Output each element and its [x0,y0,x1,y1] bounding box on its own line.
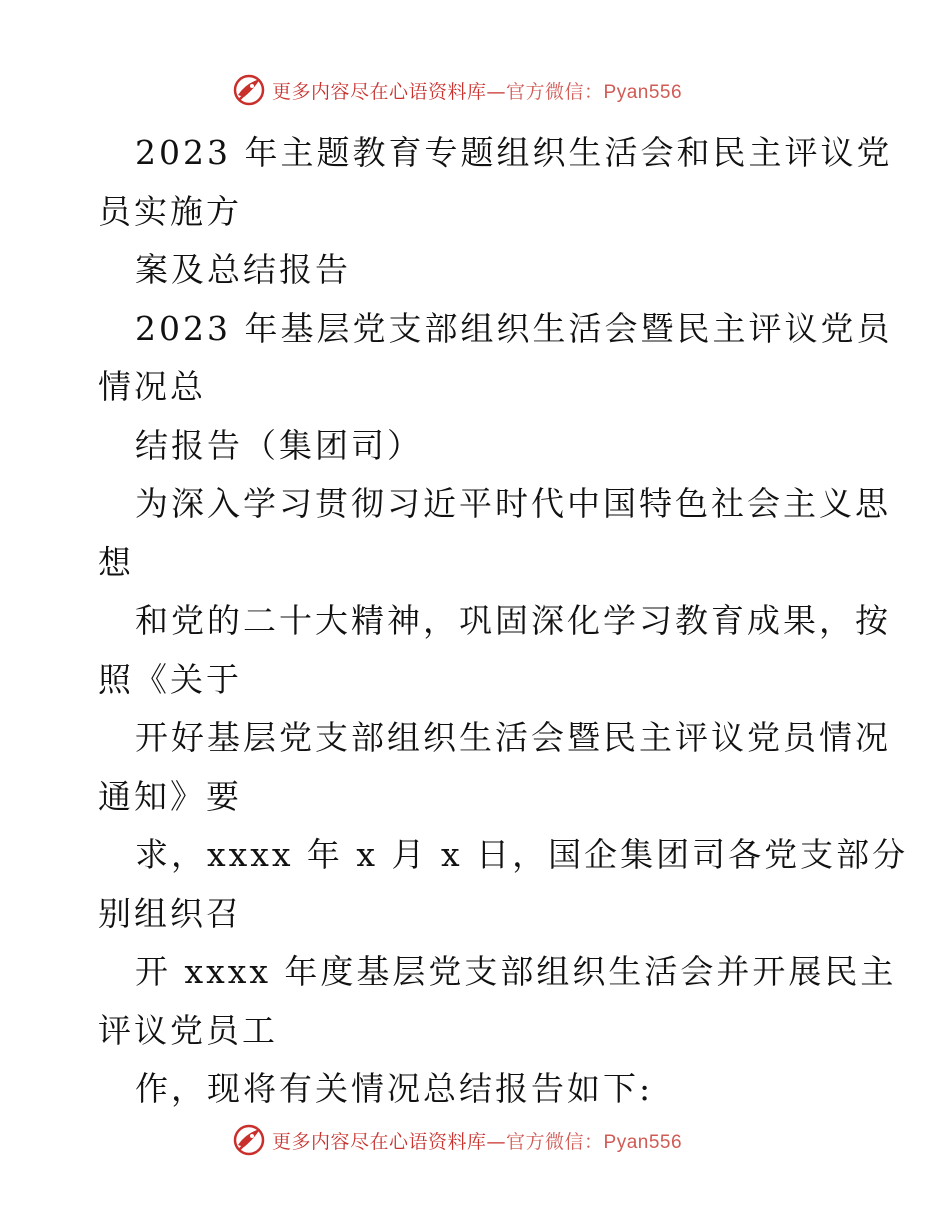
title-line-2: 员实施方 [98,191,242,231]
banner-title: 更多内容尽在心语资料库 [272,80,487,103]
banner-contact: 官方微信：Pyan556 [506,1131,683,1153]
paragraph-line: 通知》要 [98,776,242,816]
banner-dash: — [486,80,507,103]
document-body [98,124,909,1119]
banner-text [272,77,682,104]
pen-logo-icon [232,1123,266,1157]
title-line-1: 2023 年主题教育专题组织生活会和民主评议党 [135,133,893,172]
paragraph-line: 开好基层党支部组织生活会暨民主评议党员情况 [135,718,891,757]
footer-banner [232,1122,712,1158]
banner-contact: 官方微信：Pyan556 [506,81,683,103]
paragraph-line: 想 [98,542,134,582]
paragraph-line: 别组织召 [98,893,242,933]
paragraph-line: 为深入学习贯彻习近平时代中国特色社会主义思 [135,484,891,523]
banner-text [272,1127,682,1154]
subtitle-line-1: 2023 年基层党支部组织生活会暨民主评议党员 [135,308,893,348]
paragraph-line: 照《关于 [98,659,242,699]
subtitle-line-3: 结报告（集团司） [135,425,423,465]
banner-dash: — [486,1130,507,1153]
paragraph-line: 和党的二十大精神，巩固深化学习教育成果，按 [135,601,891,640]
title-line-3: 案及总结报告 [135,250,351,289]
paragraph-line: 评议党员工 [98,1010,278,1050]
pen-logo-icon [232,73,266,107]
paragraph-line: 求，xxxx 年 x 月 x 日，国企集团司各党支部分 [135,835,909,874]
header-banner [232,72,712,108]
paragraph-line: 开 xxxx 年度基层党支部组织生活会并开展民主 [135,952,897,991]
subtitle-line-2: 情况总 [98,367,206,406]
paragraph-line: 作，现将有关情况总结报告如下: [135,1069,654,1108]
banner-title: 更多内容尽在心语资料库 [272,1130,487,1153]
